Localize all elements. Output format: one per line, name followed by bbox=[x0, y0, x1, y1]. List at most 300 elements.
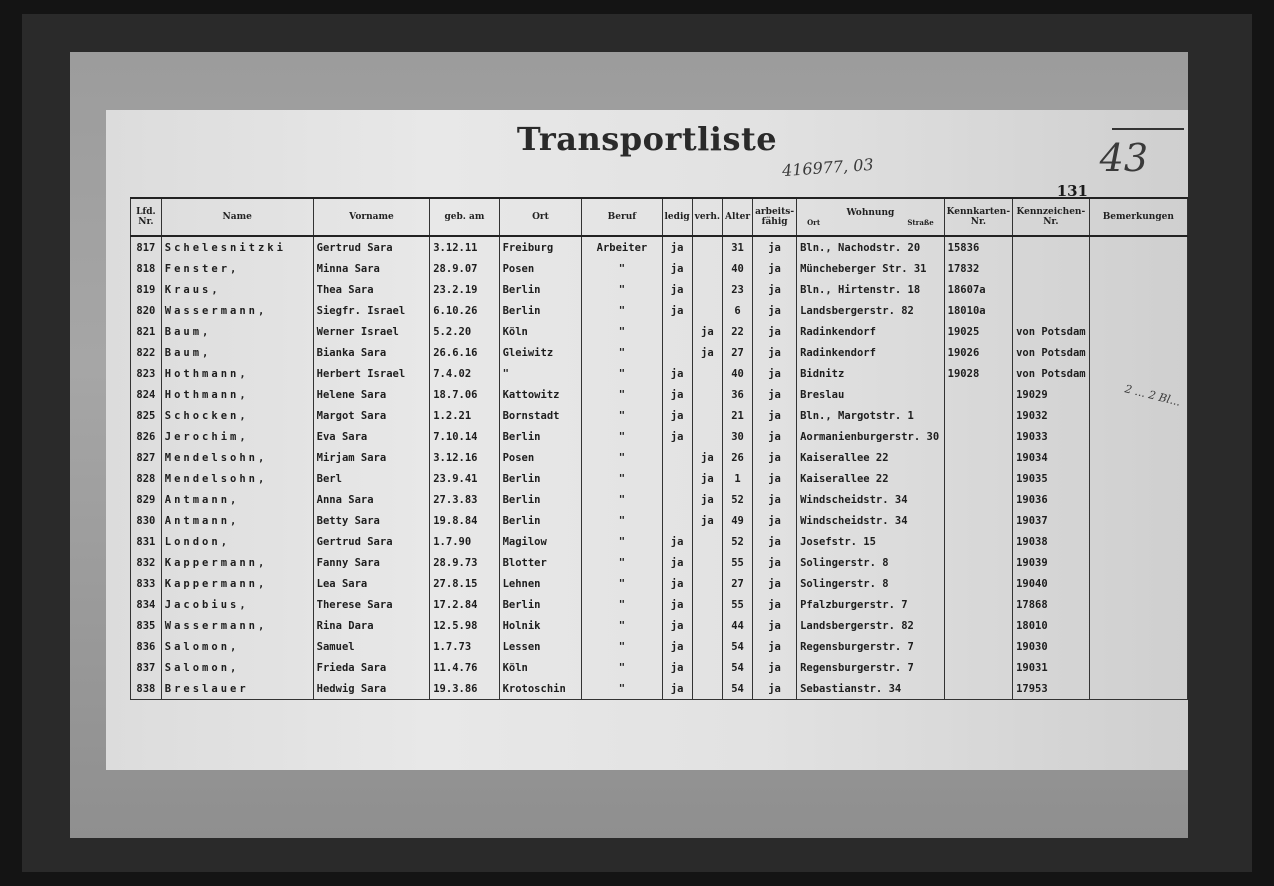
cell-bemerkungen bbox=[1089, 321, 1187, 342]
cell-lfd-nr: 827 bbox=[131, 447, 162, 468]
cell-geb-am: 5.2.20 bbox=[430, 321, 499, 342]
cell-name: Jacobius, bbox=[161, 594, 313, 615]
cell-name: Kappermann, bbox=[161, 552, 313, 573]
cell-ort: Holnik bbox=[499, 615, 582, 636]
cell-ort: " bbox=[499, 363, 582, 384]
cell-beruf: " bbox=[582, 594, 662, 615]
cell-arbeitsfaehig: ja bbox=[753, 678, 797, 700]
cell-ledig: ja bbox=[662, 279, 692, 300]
cell-beruf: " bbox=[582, 531, 662, 552]
cell-name: Hothmann, bbox=[161, 363, 313, 384]
table-row bbox=[131, 510, 1188, 531]
cell-geb-am: 27.3.83 bbox=[430, 489, 499, 510]
cell-alter: 23 bbox=[723, 279, 753, 300]
cell-vorname: Siegfr. Israel bbox=[313, 300, 430, 321]
cell-name: Baum, bbox=[161, 342, 313, 363]
cell-beruf: " bbox=[582, 468, 662, 489]
cell-arbeitsfaehig: ja bbox=[753, 615, 797, 636]
table-row bbox=[131, 468, 1188, 489]
cell-name: Schocken, bbox=[161, 405, 313, 426]
cell-vorname: Rina Dara bbox=[313, 615, 430, 636]
cell-wohnung: Breslau bbox=[797, 384, 945, 405]
cell-beruf: " bbox=[582, 447, 662, 468]
cell-geb-am: 11.4.76 bbox=[430, 657, 499, 678]
cell-wohnung: Solingerstr. 8 bbox=[797, 573, 945, 594]
cell-ledig bbox=[662, 489, 692, 510]
cell-ledig: ja bbox=[662, 531, 692, 552]
header-lfd-nr: Lfd. Nr. bbox=[131, 198, 162, 236]
cell-ledig: ja bbox=[662, 426, 692, 447]
cell-wohnung: Bln., Hirtenstr. 18 bbox=[797, 279, 945, 300]
cell-bemerkungen bbox=[1089, 573, 1187, 594]
cell-ledig: ja bbox=[662, 636, 692, 657]
cell-alter: 22 bbox=[723, 321, 753, 342]
cell-name: Kraus, bbox=[161, 279, 313, 300]
cell-wohnung: Regensburgerstr. 7 bbox=[797, 636, 945, 657]
cell-lfd-nr: 832 bbox=[131, 552, 162, 573]
cell-bemerkungen bbox=[1089, 279, 1187, 300]
table-row bbox=[131, 552, 1188, 573]
cell-wohnung: Bidnitz bbox=[797, 363, 945, 384]
cell-ort: Posen bbox=[499, 447, 582, 468]
cell-kennkarten-nr bbox=[944, 405, 1012, 426]
table-row bbox=[131, 573, 1188, 594]
cell-vorname: Eva Sara bbox=[313, 426, 430, 447]
cell-kennzeichen-nr: 19033 bbox=[1013, 426, 1090, 447]
table-row bbox=[131, 594, 1188, 615]
cell-verh bbox=[692, 405, 722, 426]
cell-wohnung: Bln., Margotstr. 1 bbox=[797, 405, 945, 426]
cell-wohnung: Aormanienburgerstr. 30 bbox=[797, 426, 945, 447]
cell-geb-am: 1.7.90 bbox=[430, 531, 499, 552]
cell-beruf: " bbox=[582, 636, 662, 657]
header-kennkarten-nr: Kennkarten-Nr. bbox=[944, 198, 1012, 236]
cell-arbeitsfaehig: ja bbox=[753, 447, 797, 468]
margin-note: 2 ... 2 Bl... bbox=[1123, 382, 1182, 409]
cell-wohnung: Müncheberger Str. 31 bbox=[797, 258, 945, 279]
cell-name: Breslauer bbox=[161, 678, 313, 700]
cell-ort: Köln bbox=[499, 657, 582, 678]
cell-ledig: ja bbox=[662, 678, 692, 700]
table-header-row bbox=[131, 198, 1188, 236]
cell-geb-am: 23.9.41 bbox=[430, 468, 499, 489]
cell-lfd-nr: 821 bbox=[131, 321, 162, 342]
cell-wohnung: Bln., Nachodstr. 20 bbox=[797, 236, 945, 258]
cell-ort: Köln bbox=[499, 321, 582, 342]
cell-lfd-nr: 835 bbox=[131, 615, 162, 636]
cell-kennzeichen-nr: 19029 bbox=[1013, 384, 1090, 405]
cell-kennkarten-nr bbox=[944, 489, 1012, 510]
table-row bbox=[131, 447, 1188, 468]
header-wohnung-ort: Ort bbox=[807, 217, 821, 227]
cell-kennzeichen-nr bbox=[1013, 236, 1090, 258]
cell-alter: 55 bbox=[723, 552, 753, 573]
cell-beruf: Arbeiter bbox=[582, 236, 662, 258]
cell-vorname: Gertrud Sara bbox=[313, 236, 430, 258]
cell-alter: 55 bbox=[723, 594, 753, 615]
cell-bemerkungen bbox=[1089, 300, 1187, 321]
table-row bbox=[131, 531, 1188, 552]
cell-lfd-nr: 828 bbox=[131, 468, 162, 489]
cell-kennzeichen-nr: 19030 bbox=[1013, 636, 1090, 657]
cell-alter: 6 bbox=[723, 300, 753, 321]
cell-bemerkungen bbox=[1089, 531, 1187, 552]
cell-ort: Gleiwitz bbox=[499, 342, 582, 363]
cell-wohnung: Regensburgerstr. 7 bbox=[797, 657, 945, 678]
cell-lfd-nr: 834 bbox=[131, 594, 162, 615]
header-name: Name bbox=[161, 198, 313, 236]
header-kennzeichen-nr: Kennzeichen-Nr. bbox=[1013, 198, 1090, 236]
cell-alter: 27 bbox=[723, 573, 753, 594]
cell-arbeitsfaehig: ja bbox=[753, 258, 797, 279]
cell-arbeitsfaehig: ja bbox=[753, 657, 797, 678]
folio-underline bbox=[1112, 128, 1184, 130]
header-wohnung bbox=[797, 198, 945, 236]
cell-arbeitsfaehig: ja bbox=[753, 531, 797, 552]
cell-name: Salomon, bbox=[161, 636, 313, 657]
cell-arbeitsfaehig: ja bbox=[753, 573, 797, 594]
table-row bbox=[131, 342, 1188, 363]
cell-arbeitsfaehig: ja bbox=[753, 636, 797, 657]
cell-lfd-nr: 838 bbox=[131, 678, 162, 700]
cell-wohnung: Landsbergerstr. 82 bbox=[797, 300, 945, 321]
cell-alter: 21 bbox=[723, 405, 753, 426]
cell-vorname: Gertrud Sara bbox=[313, 531, 430, 552]
cell-vorname: Hedwig Sara bbox=[313, 678, 430, 700]
cell-bemerkungen bbox=[1089, 594, 1187, 615]
cell-wohnung: Solingerstr. 8 bbox=[797, 552, 945, 573]
cell-vorname: Minna Sara bbox=[313, 258, 430, 279]
cell-ort: Krotoschin bbox=[499, 678, 582, 700]
cell-geb-am: 27.8.15 bbox=[430, 573, 499, 594]
cell-alter: 36 bbox=[723, 384, 753, 405]
cell-kennkarten-nr bbox=[944, 636, 1012, 657]
cell-ledig: ja bbox=[662, 384, 692, 405]
cell-arbeitsfaehig: ja bbox=[753, 510, 797, 531]
cell-kennkarten-nr: 18010a bbox=[944, 300, 1012, 321]
cell-bemerkungen bbox=[1089, 236, 1187, 258]
cell-beruf: " bbox=[582, 300, 662, 321]
cell-bemerkungen bbox=[1089, 510, 1187, 531]
cell-beruf: " bbox=[582, 678, 662, 700]
cell-beruf: " bbox=[582, 552, 662, 573]
cell-vorname: Therese Sara bbox=[313, 594, 430, 615]
cell-arbeitsfaehig: ja bbox=[753, 468, 797, 489]
table-row bbox=[131, 363, 1188, 384]
cell-ort: Berlin bbox=[499, 510, 582, 531]
cell-name: London, bbox=[161, 531, 313, 552]
table-row bbox=[131, 300, 1188, 321]
cell-kennzeichen-nr: von Potsdam bbox=[1013, 342, 1090, 363]
cell-arbeitsfaehig: ja bbox=[753, 405, 797, 426]
cell-alter: 44 bbox=[723, 615, 753, 636]
cell-ledig: ja bbox=[662, 594, 692, 615]
cell-wohnung: Kaiserallee 22 bbox=[797, 468, 945, 489]
cell-arbeitsfaehig: ja bbox=[753, 489, 797, 510]
cell-wohnung: Pfalzburgerstr. 7 bbox=[797, 594, 945, 615]
cell-beruf: " bbox=[582, 615, 662, 636]
cell-kennzeichen-nr: 19035 bbox=[1013, 468, 1090, 489]
cell-arbeitsfaehig: ja bbox=[753, 279, 797, 300]
cell-kennkarten-nr: 18607a bbox=[944, 279, 1012, 300]
header-vorname: Vorname bbox=[313, 198, 430, 236]
table-row bbox=[131, 258, 1188, 279]
cell-geb-am: 17.2.84 bbox=[430, 594, 499, 615]
cell-arbeitsfaehig: ja bbox=[753, 363, 797, 384]
cell-vorname: Frieda Sara bbox=[313, 657, 430, 678]
cell-kennzeichen-nr: 19037 bbox=[1013, 510, 1090, 531]
cell-alter: 54 bbox=[723, 636, 753, 657]
cell-wohnung: Radinkendorf bbox=[797, 342, 945, 363]
table-row bbox=[131, 489, 1188, 510]
cell-lfd-nr: 824 bbox=[131, 384, 162, 405]
cell-beruf: " bbox=[582, 489, 662, 510]
cell-verh bbox=[692, 258, 722, 279]
cell-ort: Lessen bbox=[499, 636, 582, 657]
cell-alter: 30 bbox=[723, 426, 753, 447]
cell-name: Wassermann, bbox=[161, 615, 313, 636]
cell-kennkarten-nr: 19025 bbox=[944, 321, 1012, 342]
cell-bemerkungen bbox=[1089, 489, 1187, 510]
cell-bemerkungen bbox=[1089, 678, 1187, 700]
header-ort: Ort bbox=[499, 198, 582, 236]
document-sheet bbox=[106, 110, 1188, 770]
header-verh: verh. bbox=[692, 198, 722, 236]
cell-verh bbox=[692, 657, 722, 678]
cell-geb-am: 12.5.98 bbox=[430, 615, 499, 636]
cell-verh bbox=[692, 552, 722, 573]
cell-ledig: ja bbox=[662, 258, 692, 279]
table-row bbox=[131, 321, 1188, 342]
cell-wohnung: Sebastianstr. 34 bbox=[797, 678, 945, 700]
cell-geb-am: 3.12.11 bbox=[430, 236, 499, 258]
cell-vorname: Mirjam Sara bbox=[313, 447, 430, 468]
cell-alter: 54 bbox=[723, 657, 753, 678]
cell-beruf: " bbox=[582, 426, 662, 447]
cell-vorname: Margot Sara bbox=[313, 405, 430, 426]
cell-bemerkungen bbox=[1089, 363, 1187, 384]
header-alter: Alter bbox=[723, 198, 753, 236]
cell-kennzeichen-nr: 19040 bbox=[1013, 573, 1090, 594]
cell-lfd-nr: 822 bbox=[131, 342, 162, 363]
cell-lfd-nr: 833 bbox=[131, 573, 162, 594]
cell-vorname: Anna Sara bbox=[313, 489, 430, 510]
handwritten-code: 416977, 03 bbox=[781, 154, 875, 181]
cell-bemerkungen bbox=[1089, 657, 1187, 678]
cell-vorname: Lea Sara bbox=[313, 573, 430, 594]
cell-verh bbox=[692, 363, 722, 384]
cell-ledig bbox=[662, 447, 692, 468]
cell-bemerkungen bbox=[1089, 342, 1187, 363]
cell-ort: Bornstadt bbox=[499, 405, 582, 426]
cell-kennkarten-nr bbox=[944, 468, 1012, 489]
cell-beruf: " bbox=[582, 321, 662, 342]
header-beruf: Beruf bbox=[582, 198, 662, 236]
cell-ledig: ja bbox=[662, 363, 692, 384]
cell-arbeitsfaehig: ja bbox=[753, 426, 797, 447]
header-geb-am: geb. am bbox=[430, 198, 499, 236]
cell-ledig bbox=[662, 321, 692, 342]
cell-lfd-nr: 819 bbox=[131, 279, 162, 300]
cell-wohnung: Landsbergerstr. 82 bbox=[797, 615, 945, 636]
cell-beruf: " bbox=[582, 258, 662, 279]
cell-name: Schelesnitzki bbox=[161, 236, 313, 258]
cell-vorname: Berl bbox=[313, 468, 430, 489]
cell-kennzeichen-nr: 19031 bbox=[1013, 657, 1090, 678]
table-row bbox=[131, 678, 1188, 700]
cell-verh bbox=[692, 531, 722, 552]
transport-table bbox=[130, 197, 1188, 700]
cell-ledig: ja bbox=[662, 573, 692, 594]
cell-ort: Blotter bbox=[499, 552, 582, 573]
cell-ort: Lehnen bbox=[499, 573, 582, 594]
cell-ledig: ja bbox=[662, 552, 692, 573]
cell-verh: ja bbox=[692, 342, 722, 363]
table-row bbox=[131, 384, 1188, 405]
cell-lfd-nr: 829 bbox=[131, 489, 162, 510]
cell-lfd-nr: 830 bbox=[131, 510, 162, 531]
cell-kennzeichen-nr bbox=[1013, 279, 1090, 300]
cell-ort: Berlin bbox=[499, 489, 582, 510]
cell-verh bbox=[692, 279, 722, 300]
cell-kennzeichen-nr bbox=[1013, 258, 1090, 279]
cell-lfd-nr: 837 bbox=[131, 657, 162, 678]
cell-name: Mendelsohn, bbox=[161, 447, 313, 468]
cell-wohnung: Windscheidstr. 34 bbox=[797, 489, 945, 510]
cell-lfd-nr: 818 bbox=[131, 258, 162, 279]
cell-vorname: Bianka Sara bbox=[313, 342, 430, 363]
cell-name: Antmann, bbox=[161, 510, 313, 531]
cell-bemerkungen bbox=[1089, 636, 1187, 657]
cell-beruf: " bbox=[582, 342, 662, 363]
cell-name: Salomon, bbox=[161, 657, 313, 678]
cell-kennkarten-nr bbox=[944, 615, 1012, 636]
cell-kennkarten-nr bbox=[944, 594, 1012, 615]
cell-beruf: " bbox=[582, 279, 662, 300]
cell-ledig bbox=[662, 468, 692, 489]
cell-ledig: ja bbox=[662, 615, 692, 636]
cell-lfd-nr: 823 bbox=[131, 363, 162, 384]
table-row bbox=[131, 615, 1188, 636]
cell-name: Wassermann, bbox=[161, 300, 313, 321]
cell-kennkarten-nr: 17832 bbox=[944, 258, 1012, 279]
header-arbeitsfaehig: arbeits-fähig bbox=[753, 198, 797, 236]
cell-beruf: " bbox=[582, 510, 662, 531]
cell-arbeitsfaehig: ja bbox=[753, 552, 797, 573]
cell-lfd-nr: 817 bbox=[131, 236, 162, 258]
cell-kennzeichen-nr: 17868 bbox=[1013, 594, 1090, 615]
cell-verh bbox=[692, 678, 722, 700]
header-ledig: ledig bbox=[662, 198, 692, 236]
page-number: 131 bbox=[1056, 182, 1088, 200]
cell-beruf: " bbox=[582, 405, 662, 426]
cell-vorname: Helene Sara bbox=[313, 384, 430, 405]
cell-kennzeichen-nr: 19036 bbox=[1013, 489, 1090, 510]
cell-verh: ja bbox=[692, 447, 722, 468]
cell-kennzeichen-nr: 19034 bbox=[1013, 447, 1090, 468]
table-row bbox=[131, 657, 1188, 678]
cell-wohnung: Josefstr. 15 bbox=[797, 531, 945, 552]
cell-vorname: Samuel bbox=[313, 636, 430, 657]
cell-bemerkungen bbox=[1089, 384, 1187, 405]
cell-ledig: ja bbox=[662, 657, 692, 678]
table-row bbox=[131, 405, 1188, 426]
header-wohnung-label: Wohnung bbox=[846, 207, 895, 218]
cell-verh bbox=[692, 573, 722, 594]
cell-verh bbox=[692, 300, 722, 321]
cell-kennzeichen-nr: von Potsdam bbox=[1013, 321, 1090, 342]
table-row bbox=[131, 236, 1188, 258]
cell-name: Baum, bbox=[161, 321, 313, 342]
cell-arbeitsfaehig: ja bbox=[753, 236, 797, 258]
cell-verh bbox=[692, 615, 722, 636]
cell-lfd-nr: 836 bbox=[131, 636, 162, 657]
table-row bbox=[131, 636, 1188, 657]
cell-ort: Berlin bbox=[499, 300, 582, 321]
cell-kennzeichen-nr: 19032 bbox=[1013, 405, 1090, 426]
cell-ledig: ja bbox=[662, 300, 692, 321]
cell-beruf: " bbox=[582, 657, 662, 678]
cell-name: Fenster, bbox=[161, 258, 313, 279]
cell-beruf: " bbox=[582, 573, 662, 594]
cell-bemerkungen bbox=[1089, 468, 1187, 489]
cell-kennkarten-nr bbox=[944, 447, 1012, 468]
cell-ort: Freiburg bbox=[499, 236, 582, 258]
cell-kennkarten-nr bbox=[944, 426, 1012, 447]
cell-kennkarten-nr bbox=[944, 657, 1012, 678]
cell-alter: 1 bbox=[723, 468, 753, 489]
cell-arbeitsfaehig: ja bbox=[753, 594, 797, 615]
cell-verh bbox=[692, 236, 722, 258]
cell-kennzeichen-nr: 17953 bbox=[1013, 678, 1090, 700]
cell-ort: Berlin bbox=[499, 426, 582, 447]
cell-verh bbox=[692, 384, 722, 405]
cell-arbeitsfaehig: ja bbox=[753, 300, 797, 321]
cell-kennkarten-nr bbox=[944, 573, 1012, 594]
cell-bemerkungen bbox=[1089, 447, 1187, 468]
cell-kennzeichen-nr: von Potsdam bbox=[1013, 363, 1090, 384]
cell-vorname: Herbert Israel bbox=[313, 363, 430, 384]
cell-wohnung: Radinkendorf bbox=[797, 321, 945, 342]
cell-kennkarten-nr: 15836 bbox=[944, 236, 1012, 258]
cell-verh: ja bbox=[692, 510, 722, 531]
cell-wohnung: Windscheidstr. 34 bbox=[797, 510, 945, 531]
cell-geb-am: 7.4.02 bbox=[430, 363, 499, 384]
cell-alter: 26 bbox=[723, 447, 753, 468]
cell-bemerkungen bbox=[1089, 258, 1187, 279]
cell-geb-am: 19.3.86 bbox=[430, 678, 499, 700]
table-row bbox=[131, 279, 1188, 300]
cell-alter: 54 bbox=[723, 678, 753, 700]
cell-lfd-nr: 820 bbox=[131, 300, 162, 321]
cell-vorname: Betty Sara bbox=[313, 510, 430, 531]
cell-geb-am: 18.7.06 bbox=[430, 384, 499, 405]
cell-ort: Kattowitz bbox=[499, 384, 582, 405]
cell-kennkarten-nr bbox=[944, 384, 1012, 405]
table-row bbox=[131, 426, 1188, 447]
cell-arbeitsfaehig: ja bbox=[753, 321, 797, 342]
header-bemerkungen: Bemerkungen bbox=[1089, 198, 1187, 236]
cell-alter: 52 bbox=[723, 489, 753, 510]
cell-kennzeichen-nr: 19038 bbox=[1013, 531, 1090, 552]
cell-kennkarten-nr bbox=[944, 531, 1012, 552]
cell-kennzeichen-nr bbox=[1013, 300, 1090, 321]
cell-ort: Magilow bbox=[499, 531, 582, 552]
cell-alter: 40 bbox=[723, 363, 753, 384]
cell-alter: 31 bbox=[723, 236, 753, 258]
cell-lfd-nr: 825 bbox=[131, 405, 162, 426]
cell-ort: Berlin bbox=[499, 468, 582, 489]
